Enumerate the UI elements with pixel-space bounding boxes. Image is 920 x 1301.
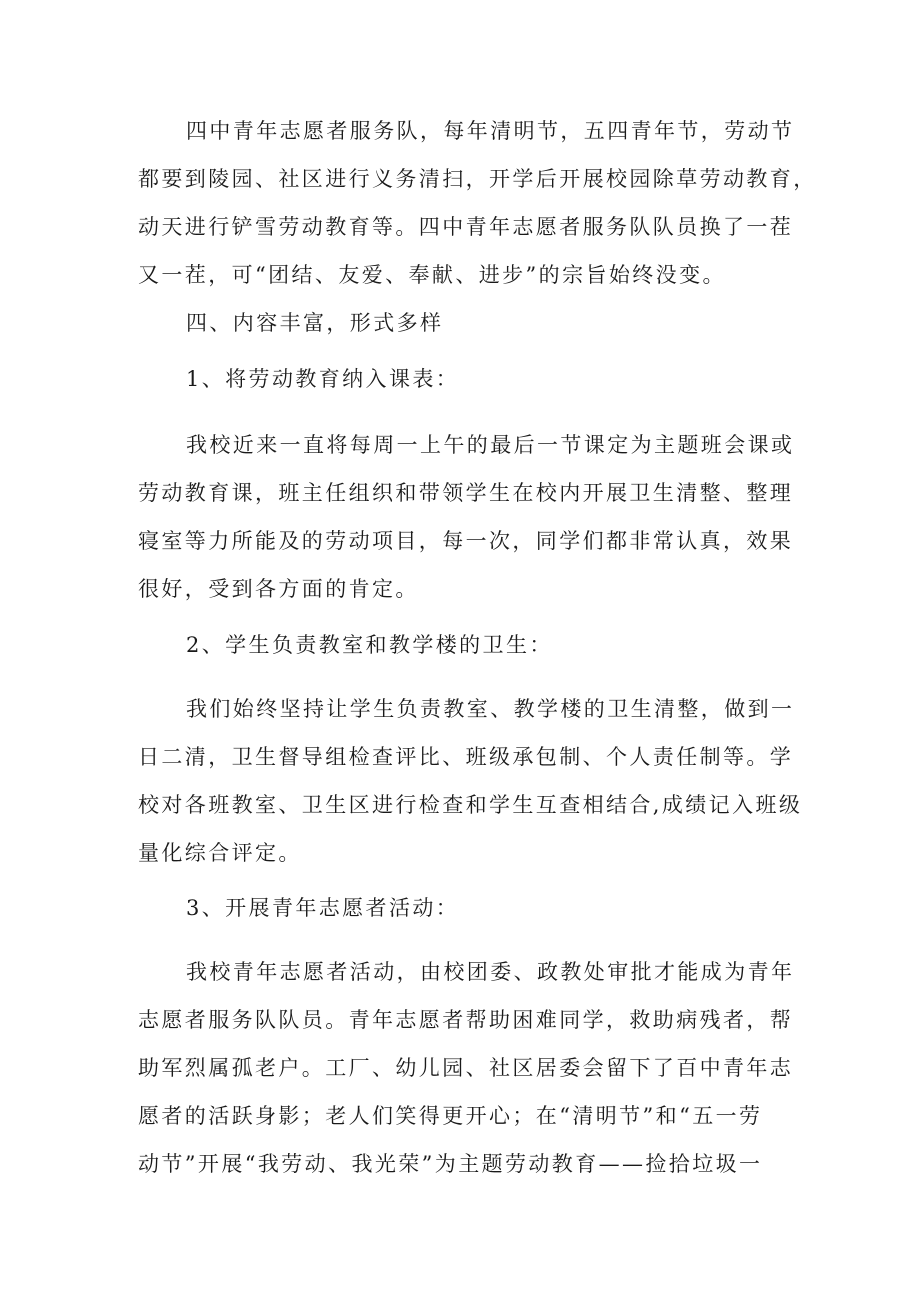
paragraph-1-line-1: 四中青年志愿者服务队，每年清明节，五四青年节，劳动节 <box>186 119 795 143</box>
paragraph-1-line-3: 动天进行铲雪劳动教育等。四中青年志愿者服务队队员换了一茬 <box>138 215 794 239</box>
item-3-heading: 3、开展青年志愿者活动： <box>186 896 460 920</box>
item-1-line-4: 很好，受到各方面的肯定。 <box>138 577 419 601</box>
item-1-heading: 1、将劳动教育纳入课表： <box>186 367 460 391</box>
item-1-line-3: 寝室等力所能及的劳动项目，每一次，同学们都非常认真，效果 <box>138 529 794 553</box>
item-3-line-5: 动节”开展“我劳动、我光荣”为主题劳动教育——捡拾垃圾一 <box>138 1152 763 1176</box>
paragraph-1-line-4: 又一茬，可“团结、友爱、奉献、进步”的宗旨始终没变。 <box>138 263 726 287</box>
item-3-line-1: 我校青年志愿者活动，由校团委、政教处审批才能成为青年 <box>186 960 795 984</box>
item-3-line-4: 愿者的活跃身影；老人们笑得更开心；在“清明节”和“五一劳 <box>138 1104 763 1128</box>
item-1-line-2: 劳动教育课，班主任组织和带领学生在校内开展卫生清整、整理 <box>138 481 794 505</box>
item-2-line-2: 日二清，卫生督导组检查评比、班级承包制、个人责任制等。学 <box>138 745 794 769</box>
item-3-line-2: 志愿者服务队队员。青年志愿者帮助困难同学，救助病残者，帮 <box>138 1008 794 1032</box>
section-heading: 四、内容丰富，形式多样 <box>186 311 444 335</box>
item-1-line-1: 我校近来一直将每周一上午的最后一节课定为主题班会课或 <box>186 433 795 457</box>
item-3-line-3: 助军烈属孤老户。工厂、幼儿园、社区居委会留下了百中青年志 <box>138 1056 794 1080</box>
item-2-line-3: 校对各班教室、卫生区进行检查和学生互查相结合,成绩记入班级 <box>138 793 803 817</box>
item-2-line-1: 我们始终坚持让学生负责教室、教学楼的卫生清整，做到一 <box>186 697 795 721</box>
paragraph-1-line-2: 都要到陵园、社区进行义务清扫，开学后开展校园除草劳动教育， <box>138 167 817 191</box>
item-2-heading: 2、学生负责教室和教学楼的卫生： <box>186 633 553 657</box>
item-2-line-4: 量化综合评定。 <box>138 841 302 865</box>
